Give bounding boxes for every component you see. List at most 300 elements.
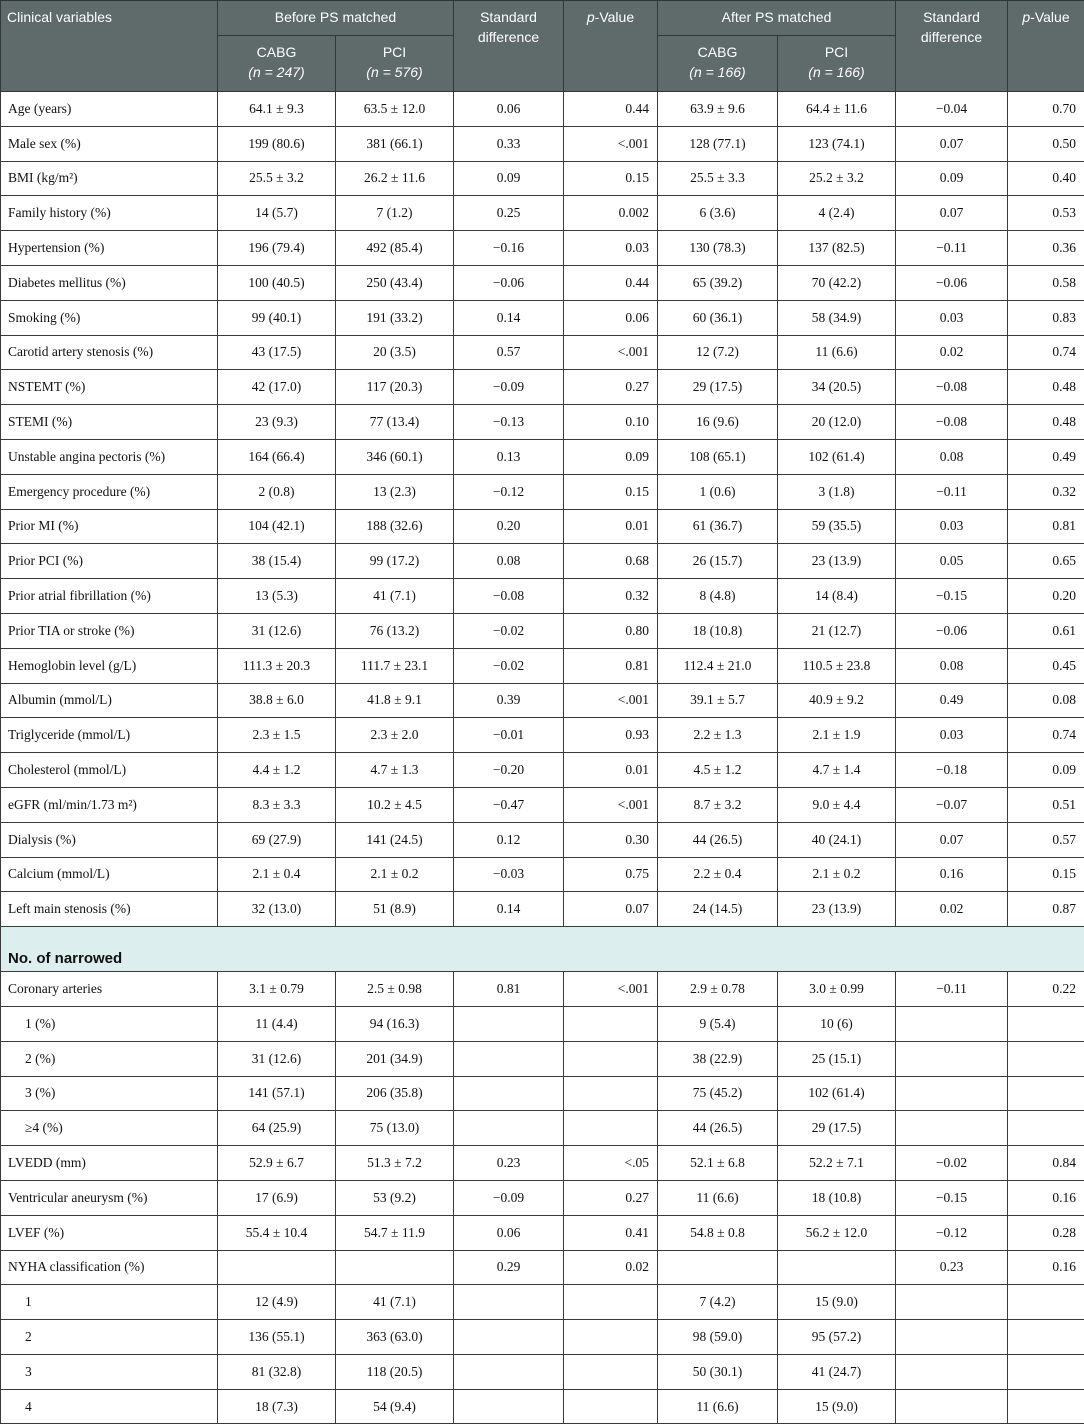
before-p-value-cell: 0.44 [564, 92, 658, 127]
before-p-value-cell: 0.27 [564, 370, 658, 405]
header-clinical-variables: Clinical variables [1, 1, 218, 92]
before-cabg-cell: 55.4 ± 10.4 [218, 1215, 336, 1250]
after-cabg-cell: 61 (36.7) [658, 509, 778, 544]
after-p-value-cell [1008, 1285, 1084, 1320]
before-pci-cell: 2.3 ± 2.0 [336, 718, 454, 753]
after-cabg-cell: 29 (17.5) [658, 370, 778, 405]
before-cabg-cell: 69 (27.9) [218, 822, 336, 857]
before-p-value-cell [564, 1111, 658, 1146]
after-p-value-cell [1008, 1006, 1084, 1041]
row-label: STEMI (%) [1, 405, 218, 440]
before-p-value-cell: <.001 [564, 335, 658, 370]
before-cabg-cell: 25.5 ± 3.2 [218, 161, 336, 196]
after-pci-cell: 10 (6) [778, 1006, 896, 1041]
before-std-diff-cell: −0.13 [454, 405, 564, 440]
section-label: No. of narrowed [1, 927, 1084, 972]
before-cabg-cell: 32 (13.0) [218, 892, 336, 927]
table-row [1, 196, 1084, 231]
table-row [1, 1389, 1084, 1424]
before-cabg-cell: 199 (80.6) [218, 126, 336, 161]
before-p-value-cell: 0.01 [564, 753, 658, 788]
row-label: Hypertension (%) [1, 231, 218, 266]
after-p-value-cell: 0.20 [1008, 579, 1084, 614]
after-pci-cell: 4 (2.4) [778, 196, 896, 231]
after-std-diff-cell [896, 1041, 1008, 1076]
before-std-diff-cell: 0.06 [454, 92, 564, 127]
before-cabg-cell: 64.1 ± 9.3 [218, 92, 336, 127]
table-row [1, 1250, 1084, 1285]
after-p-value-cell: 0.50 [1008, 126, 1084, 161]
after-std-diff-cell: 0.49 [896, 683, 1008, 718]
table-row [1, 613, 1084, 648]
after-p-value-cell: 0.74 [1008, 718, 1084, 753]
after-pci-cell: 14 (8.4) [778, 579, 896, 614]
before-pci-cell: 76 (13.2) [336, 613, 454, 648]
before-std-diff-cell: 0.09 [454, 161, 564, 196]
table-row [1, 1180, 1084, 1215]
row-label: Male sex (%) [1, 126, 218, 161]
before-pci-cell: 381 (66.1) [336, 126, 454, 161]
before-p-value-cell: <.001 [564, 126, 658, 161]
table-row [1, 161, 1084, 196]
after-p-value-cell [1008, 1041, 1084, 1076]
table-row [1, 1285, 1084, 1320]
before-cabg-cell: 18 (7.3) [218, 1389, 336, 1424]
before-std-diff-cell: 0.57 [454, 335, 564, 370]
after-pci-cell: 11 (6.6) [778, 335, 896, 370]
table-row [1, 1041, 1084, 1076]
before-pci-cell: 20 (3.5) [336, 335, 454, 370]
before-cabg-cell [218, 1250, 336, 1285]
after-pci-cell: 34 (20.5) [778, 370, 896, 405]
after-cabg-cell: 25.5 ± 3.3 [658, 161, 778, 196]
before-p-value-cell: 0.93 [564, 718, 658, 753]
after-pci-cell: 40.9 ± 9.2 [778, 683, 896, 718]
header-after-pci [778, 36, 896, 92]
before-pci-cell: 94 (16.3) [336, 1006, 454, 1041]
after-pci-cell: 56.2 ± 12.0 [778, 1215, 896, 1250]
after-pci-cell: 95 (57.2) [778, 1320, 896, 1355]
after-p-value-cell: 0.61 [1008, 613, 1084, 648]
header-standard-difference-before: Standard difference [454, 1, 564, 92]
before-std-diff-cell [454, 1389, 564, 1424]
before-cabg-cell: 196 (79.4) [218, 231, 336, 266]
after-cabg-cell: 11 (6.6) [658, 1180, 778, 1215]
after-pci-cell: 52.2 ± 7.1 [778, 1146, 896, 1181]
header-standard-difference-after: Standard difference [896, 1, 1008, 92]
table-row [1, 1111, 1084, 1146]
before-std-diff-cell: 0.14 [454, 300, 564, 335]
after-std-diff-cell [896, 1076, 1008, 1111]
before-cabg-cell: 13 (5.3) [218, 579, 336, 614]
before-pci-cell: 41 (7.1) [336, 1285, 454, 1320]
after-cabg-cell: 26 (15.7) [658, 544, 778, 579]
after-std-diff-cell: −0.11 [896, 972, 1008, 1007]
before-p-value-cell: <.001 [564, 787, 658, 822]
before-pci-cell: 201 (34.9) [336, 1041, 454, 1076]
row-label: NSTEMT (%) [1, 370, 218, 405]
after-cabg-cell: 108 (65.1) [658, 439, 778, 474]
after-cabg-cell: 2.2 ± 0.4 [658, 857, 778, 892]
after-pci-cell: 58 (34.9) [778, 300, 896, 335]
before-pci-cell: 54 (9.4) [336, 1389, 454, 1424]
after-cabg-cell: 63.9 ± 9.6 [658, 92, 778, 127]
row-label: 4 [1, 1389, 218, 1424]
after-std-diff-cell: −0.07 [896, 787, 1008, 822]
header-before-cabg [218, 36, 336, 92]
after-std-diff-cell: 0.07 [896, 126, 1008, 161]
before-cabg-cell: 2.1 ± 0.4 [218, 857, 336, 892]
row-label: 2 (%) [1, 1041, 218, 1076]
table-row [1, 1320, 1084, 1355]
table-row [1, 579, 1084, 614]
row-label: 1 [1, 1285, 218, 1320]
before-std-diff-cell: 0.81 [454, 972, 564, 1007]
row-label: Diabetes mellitus (%) [1, 265, 218, 300]
before-cabg-cell: 2.3 ± 1.5 [218, 718, 336, 753]
before-std-diff-cell: −0.03 [454, 857, 564, 892]
before-pci-cell: 51 (8.9) [336, 892, 454, 927]
before-p-value-cell: 0.01 [564, 509, 658, 544]
before-pci-cell: 51.3 ± 7.2 [336, 1146, 454, 1181]
after-std-diff-cell: 0.08 [896, 439, 1008, 474]
after-pci-cell: 3.0 ± 0.99 [778, 972, 896, 1007]
before-pci-cell: 2.5 ± 0.98 [336, 972, 454, 1007]
before-std-diff-cell: −0.02 [454, 648, 564, 683]
before-cabg-cell: 2 (0.8) [218, 474, 336, 509]
after-cabg-cell: 39.1 ± 5.7 [658, 683, 778, 718]
after-pci-cell: 40 (24.1) [778, 822, 896, 857]
before-cabg-cell: 38.8 ± 6.0 [218, 683, 336, 718]
after-pci-cell: 102 (61.4) [778, 439, 896, 474]
before-cabg-cell: 43 (17.5) [218, 335, 336, 370]
before-p-value-cell [564, 1041, 658, 1076]
before-cabg-cell: 3.1 ± 0.79 [218, 972, 336, 1007]
before-std-diff-cell: 0.25 [454, 196, 564, 231]
after-p-value-cell: 0.22 [1008, 972, 1084, 1007]
after-pci-cell: 102 (61.4) [778, 1076, 896, 1111]
before-pci-cell: 492 (85.4) [336, 231, 454, 266]
after-p-value-cell: 0.32 [1008, 474, 1084, 509]
after-std-diff-cell: 0.03 [896, 509, 1008, 544]
after-cabg-cell: 112.4 ± 21.0 [658, 648, 778, 683]
table-row [1, 509, 1084, 544]
p-italic: p [586, 9, 595, 25]
before-pci-cell: 188 (32.6) [336, 509, 454, 544]
table-row [1, 92, 1084, 127]
after-std-diff-cell [896, 1320, 1008, 1355]
row-label: Ventricular aneurysm (%) [1, 1180, 218, 1215]
after-std-diff-cell [896, 1389, 1008, 1424]
table-row [1, 300, 1084, 335]
after-cabg-cell: 128 (77.1) [658, 126, 778, 161]
after-pci-cell: 110.5 ± 23.8 [778, 648, 896, 683]
after-p-value-cell: 0.48 [1008, 405, 1084, 440]
after-p-value-cell: 0.74 [1008, 335, 1084, 370]
table-row [1, 857, 1084, 892]
before-std-diff-cell: −0.01 [454, 718, 564, 753]
before-p-value-cell: 0.15 [564, 161, 658, 196]
after-std-diff-cell [896, 1285, 1008, 1320]
table-row [1, 439, 1084, 474]
after-cabg-cell: 44 (26.5) [658, 1111, 778, 1146]
table-row [1, 892, 1084, 927]
after-std-diff-cell: −0.15 [896, 579, 1008, 614]
pci-label: PCI [382, 44, 407, 60]
after-cabg-cell: 7 (4.2) [658, 1285, 778, 1320]
after-std-diff-cell: 0.07 [896, 196, 1008, 231]
before-std-diff-cell: −0.47 [454, 787, 564, 822]
before-cabg-cell: 31 (12.6) [218, 1041, 336, 1076]
before-p-value-cell: <.001 [564, 683, 658, 718]
after-pci-cell: 64.4 ± 11.6 [778, 92, 896, 127]
after-p-value-cell: 0.49 [1008, 439, 1084, 474]
row-label: LVEF (%) [1, 1215, 218, 1250]
after-cabg-cell: 75 (45.2) [658, 1076, 778, 1111]
before-std-diff-cell: −0.06 [454, 265, 564, 300]
after-cabg-cell: 6 (3.6) [658, 196, 778, 231]
after-std-diff-cell: −0.15 [896, 1180, 1008, 1215]
before-std-diff-cell [454, 1320, 564, 1355]
before-p-value-cell: 0.68 [564, 544, 658, 579]
after-cabg-cell: 130 (78.3) [658, 231, 778, 266]
before-p-value-cell [564, 1285, 658, 1320]
after-cabg-cell: 44 (26.5) [658, 822, 778, 857]
header-before-pci [336, 36, 454, 92]
before-cabg-cell: 81 (32.8) [218, 1354, 336, 1389]
after-cabg-n: (n = 166) [689, 64, 746, 80]
before-cabg-cell: 14 (5.7) [218, 196, 336, 231]
row-label: 3 (%) [1, 1076, 218, 1111]
after-p-value-cell [1008, 1354, 1084, 1389]
before-pci-cell: 26.2 ± 11.6 [336, 161, 454, 196]
before-p-value-cell: 0.07 [564, 892, 658, 927]
before-std-diff-cell: −0.12 [454, 474, 564, 509]
after-std-diff-cell: −0.06 [896, 613, 1008, 648]
after-p-value-cell [1008, 1111, 1084, 1146]
before-p-value-cell: 0.03 [564, 231, 658, 266]
row-label: NYHA classification (%) [1, 1250, 218, 1285]
before-p-value-cell: 0.30 [564, 822, 658, 857]
before-p-value-cell: 0.002 [564, 196, 658, 231]
before-cabg-n: (n = 247) [248, 64, 305, 80]
row-label: BMI (kg/m²) [1, 161, 218, 196]
before-p-value-cell: 0.09 [564, 439, 658, 474]
after-pci-cell: 123 (74.1) [778, 126, 896, 161]
after-cabg-cell [658, 1250, 778, 1285]
before-p-value-cell: 0.80 [564, 613, 658, 648]
table-row [1, 474, 1084, 509]
after-pci-cell: 21 (12.7) [778, 613, 896, 648]
table-row [1, 1215, 1084, 1250]
before-pci-cell: 111.7 ± 23.1 [336, 648, 454, 683]
before-pci-cell: 41 (7.1) [336, 579, 454, 614]
p-value-suffix: -Value [1030, 9, 1070, 25]
after-cabg-cell: 8 (4.8) [658, 579, 778, 614]
row-label: 1 (%) [1, 1006, 218, 1041]
before-p-value-cell: <.05 [564, 1146, 658, 1181]
table-row [1, 1006, 1084, 1041]
after-cabg-cell: 50 (30.1) [658, 1354, 778, 1389]
before-p-value-cell [564, 1320, 658, 1355]
before-p-value-cell [564, 1354, 658, 1389]
before-pci-cell: 191 (33.2) [336, 300, 454, 335]
after-cabg-cell: 65 (39.2) [658, 265, 778, 300]
after-p-value-cell [1008, 1076, 1084, 1111]
after-pci-cell: 15 (9.0) [778, 1285, 896, 1320]
after-std-diff-cell: 0.05 [896, 544, 1008, 579]
before-pci-cell: 7 (1.2) [336, 196, 454, 231]
after-cabg-cell: 16 (9.6) [658, 405, 778, 440]
after-cabg-cell: 2.2 ± 1.3 [658, 718, 778, 753]
before-std-diff-cell [454, 1354, 564, 1389]
after-pci-cell: 2.1 ± 1.9 [778, 718, 896, 753]
row-label: Prior MI (%) [1, 509, 218, 544]
header-after-ps-matched: After PS matched [658, 1, 896, 36]
before-cabg-cell: 11 (4.4) [218, 1006, 336, 1041]
row-label: Calcium (mmol/L) [1, 857, 218, 892]
before-cabg-cell: 104 (42.1) [218, 509, 336, 544]
after-pci-cell: 25 (15.1) [778, 1041, 896, 1076]
after-p-value-cell: 0.16 [1008, 1250, 1084, 1285]
after-p-value-cell: 0.58 [1008, 265, 1084, 300]
before-std-diff-cell: −0.08 [454, 579, 564, 614]
before-cabg-cell: 4.4 ± 1.2 [218, 753, 336, 788]
after-std-diff-cell [896, 1006, 1008, 1041]
after-std-diff-cell: 0.03 [896, 300, 1008, 335]
table-row [1, 683, 1084, 718]
before-cabg-cell: 136 (55.1) [218, 1320, 336, 1355]
before-std-diff-cell: 0.23 [454, 1146, 564, 1181]
after-p-value-cell: 0.08 [1008, 683, 1084, 718]
row-label: Dialysis (%) [1, 822, 218, 857]
table-row [1, 370, 1084, 405]
after-pci-cell: 23 (13.9) [778, 544, 896, 579]
before-std-diff-cell: −0.09 [454, 1180, 564, 1215]
row-label: Prior atrial fibrillation (%) [1, 579, 218, 614]
table-row [1, 265, 1084, 300]
after-pci-cell: 18 (10.8) [778, 1180, 896, 1215]
before-p-value-cell [564, 1076, 658, 1111]
after-std-diff-cell: −0.11 [896, 474, 1008, 509]
before-p-value-cell: 0.44 [564, 265, 658, 300]
row-label: Coronary arteries [1, 972, 218, 1007]
before-pci-cell: 118 (20.5) [336, 1354, 454, 1389]
after-std-diff-cell: −0.18 [896, 753, 1008, 788]
after-std-diff-cell: −0.11 [896, 231, 1008, 266]
after-cabg-cell: 24 (14.5) [658, 892, 778, 927]
section-row [1, 927, 1084, 972]
after-p-value-cell: 0.28 [1008, 1215, 1084, 1250]
header-p-value-before [564, 1, 658, 92]
before-pci-cell: 77 (13.4) [336, 405, 454, 440]
before-cabg-cell: 64 (25.9) [218, 1111, 336, 1146]
after-pci-cell: 137 (82.5) [778, 231, 896, 266]
row-label: Triglyceride (mmol/L) [1, 718, 218, 753]
before-std-diff-cell: 0.13 [454, 439, 564, 474]
before-cabg-cell: 23 (9.3) [218, 405, 336, 440]
after-cabg-cell: 8.7 ± 3.2 [658, 787, 778, 822]
before-pci-n: (n = 576) [366, 64, 423, 80]
before-pci-cell: 54.7 ± 11.9 [336, 1215, 454, 1250]
header-after-cabg [658, 36, 778, 92]
after-pci-cell: 29 (17.5) [778, 1111, 896, 1146]
before-pci-cell: 10.2 ± 4.5 [336, 787, 454, 822]
before-cabg-cell: 99 (40.1) [218, 300, 336, 335]
before-p-value-cell: 0.15 [564, 474, 658, 509]
table-row [1, 1146, 1084, 1181]
after-std-diff-cell: −0.02 [896, 1146, 1008, 1181]
before-p-value-cell: 0.06 [564, 300, 658, 335]
table-row [1, 972, 1084, 1007]
before-pci-cell: 117 (20.3) [336, 370, 454, 405]
before-cabg-cell: 52.9 ± 6.7 [218, 1146, 336, 1181]
after-pci-cell: 70 (42.2) [778, 265, 896, 300]
after-p-value-cell: 0.57 [1008, 822, 1084, 857]
before-cabg-cell: 164 (66.4) [218, 439, 336, 474]
after-p-value-cell: 0.40 [1008, 161, 1084, 196]
header-p-value-after [1008, 1, 1084, 92]
before-p-value-cell: 0.27 [564, 1180, 658, 1215]
before-std-diff-cell [454, 1285, 564, 1320]
after-pci-cell: 4.7 ± 1.4 [778, 753, 896, 788]
row-label: Cholesterol (mmol/L) [1, 753, 218, 788]
row-label: LVEDD (mm) [1, 1146, 218, 1181]
before-cabg-cell: 111.3 ± 20.3 [218, 648, 336, 683]
after-cabg-cell: 18 (10.8) [658, 613, 778, 648]
row-label: Prior PCI (%) [1, 544, 218, 579]
after-std-diff-cell: 0.16 [896, 857, 1008, 892]
after-cabg-cell: 11 (6.6) [658, 1389, 778, 1424]
before-std-diff-cell: 0.12 [454, 822, 564, 857]
before-cabg-cell: 12 (4.9) [218, 1285, 336, 1320]
after-p-value-cell: 0.15 [1008, 857, 1084, 892]
after-pci-cell: 41 (24.7) [778, 1354, 896, 1389]
after-p-value-cell: 0.51 [1008, 787, 1084, 822]
after-p-value-cell: 0.81 [1008, 509, 1084, 544]
before-pci-cell: 4.7 ± 1.3 [336, 753, 454, 788]
after-cabg-cell: 98 (59.0) [658, 1320, 778, 1355]
before-pci-cell: 346 (60.1) [336, 439, 454, 474]
after-cabg-cell: 52.1 ± 6.8 [658, 1146, 778, 1181]
before-std-diff-cell: −0.09 [454, 370, 564, 405]
before-std-diff-cell: 0.20 [454, 509, 564, 544]
after-std-diff-cell: −0.04 [896, 92, 1008, 127]
after-p-value-cell [1008, 1320, 1084, 1355]
before-pci-cell: 2.1 ± 0.2 [336, 857, 454, 892]
before-pci-cell: 99 (17.2) [336, 544, 454, 579]
before-p-value-cell: 0.02 [564, 1250, 658, 1285]
row-label: Smoking (%) [1, 300, 218, 335]
before-std-diff-cell: −0.02 [454, 613, 564, 648]
row-label: 2 [1, 1320, 218, 1355]
after-std-diff-cell: 0.23 [896, 1250, 1008, 1285]
table-row [1, 718, 1084, 753]
table-row [1, 544, 1084, 579]
after-cabg-cell: 4.5 ± 1.2 [658, 753, 778, 788]
after-std-diff-cell: −0.08 [896, 370, 1008, 405]
before-p-value-cell: 0.10 [564, 405, 658, 440]
after-cabg-cell: 38 (22.9) [658, 1041, 778, 1076]
row-label: Age (years) [1, 92, 218, 127]
after-cabg-cell: 9 (5.4) [658, 1006, 778, 1041]
after-std-diff-cell [896, 1111, 1008, 1146]
after-p-value-cell: 0.48 [1008, 370, 1084, 405]
before-p-value-cell [564, 1006, 658, 1041]
before-p-value-cell: 0.41 [564, 1215, 658, 1250]
p-value-suffix: -Value [594, 9, 635, 25]
row-label: ≥4 (%) [1, 1111, 218, 1146]
